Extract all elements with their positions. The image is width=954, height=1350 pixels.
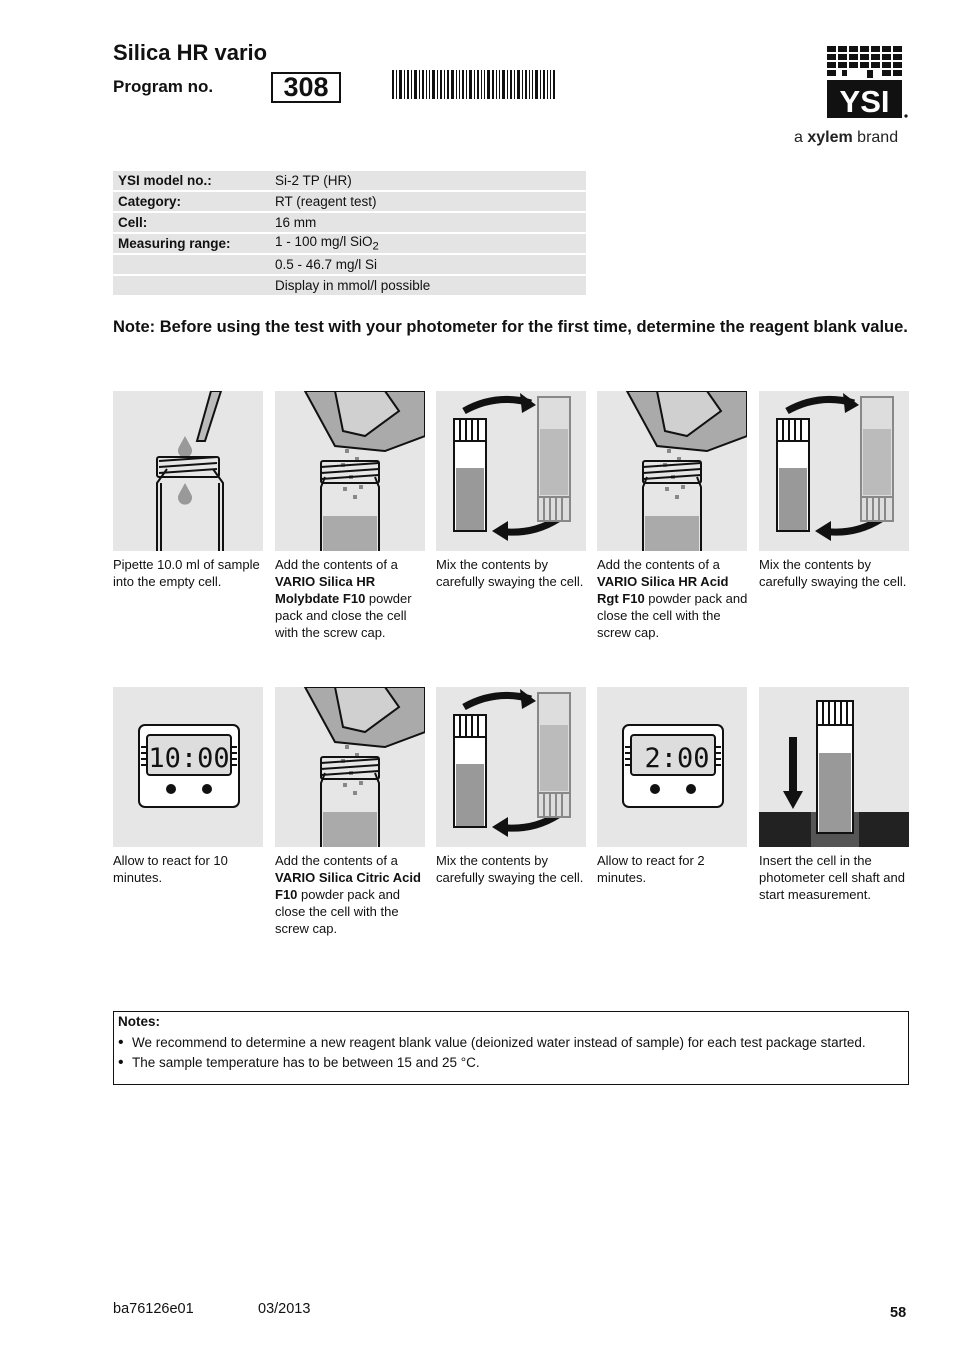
- step-2-add-powder-illustration: [275, 391, 425, 551]
- spec-key: Cell:: [113, 213, 270, 232]
- spec-value: 0.5 - 46.7 mg/l Si: [270, 255, 586, 274]
- spec-value: Si-2 TP (HR): [270, 171, 586, 190]
- step-9-timer-illustration: [597, 687, 747, 847]
- spec-key: YSI model no.:: [113, 171, 270, 190]
- step-9-caption: Allow to react for 2 minutes.: [597, 853, 705, 885]
- page-title: Silica HR vario: [113, 40, 268, 65]
- step-6-timer-illustration: [113, 687, 263, 847]
- barcode: [392, 70, 555, 99]
- program-number: 308: [271, 72, 341, 103]
- table-row: [113, 234, 586, 253]
- ysi-logo-text: YSI: [839, 84, 890, 119]
- step-3-mix-illustration: [436, 391, 586, 551]
- footer-date: 03/2013: [258, 1301, 311, 1317]
- step-7-caption: Add the contents of a VARIO Silica Citric Acid F10 powder pack and close the cell with the screw cap.: [275, 853, 421, 936]
- spec-key: Measuring range:: [113, 234, 270, 253]
- spec-value: Display in mmol/l possible: [270, 276, 586, 295]
- step-4-add-powder-illustration: [597, 391, 747, 551]
- step-3-caption: Mix the contents by carefully swaying the cell.: [436, 557, 584, 589]
- table-row: [113, 255, 586, 274]
- list-item: • The sample temperature has to be between 15 and 25 °C.: [118, 1053, 904, 1073]
- spec-key: Category:: [113, 192, 270, 211]
- table-row: [113, 276, 586, 295]
- timer-display: 10:00: [148, 743, 230, 774]
- notes-box: [113, 1011, 909, 1085]
- step-10-caption: Insert the cell in the photometer cell shaft and start measurement.: [759, 853, 905, 902]
- timer-display: 2:00: [644, 743, 710, 774]
- spec-key: [113, 255, 270, 274]
- table-row: [113, 192, 586, 211]
- spec-key: [113, 276, 270, 295]
- ysi-logo: [827, 46, 909, 122]
- step-5-caption: Mix the contents by carefully swaying the cell.: [759, 557, 907, 589]
- table-row: [113, 213, 586, 232]
- spec-value: 16 mm: [270, 213, 586, 232]
- step-4-caption: Add the contents of a VARIO Silica HR Acid Rgt F10 powder pack and close the cell with the screw cap.: [597, 557, 748, 640]
- step-1-caption: Pipette 10.0 ml of sample into the empty cell.: [113, 557, 260, 589]
- step-6-caption: Allow to react for 10 minutes.: [113, 853, 228, 885]
- program-label: Program no.: [113, 77, 214, 96]
- brand-tagline: a xylem brand: [794, 129, 899, 146]
- step-7-add-powder-illustration: [275, 687, 425, 847]
- step-2-caption: Add the contents of a VARIO Silica HR Molybdate F10 powder pack and close the cell with the screw cap.: [275, 557, 412, 640]
- step-8-caption: Mix the contents by carefully swaying the cell.: [436, 853, 584, 885]
- list-item: • We recommend to determine a new reagent blank value (deionized water instead of sample) for each test package started.: [118, 1033, 904, 1053]
- page-number: 58: [890, 1305, 907, 1321]
- notes-heading: Notes:: [118, 1014, 161, 1029]
- reagent-blank-note: Note: Before using the test with your photometer for the first time, determine the reagent blank value.: [113, 318, 908, 336]
- step-10-insert-cell-illustration: [759, 687, 909, 847]
- step-5-mix-illustration: [759, 391, 909, 551]
- table-row: [113, 171, 586, 190]
- step-1-pipette-illustration: [113, 391, 263, 551]
- step-8-mix-illustration: [436, 687, 586, 847]
- footer-doc-id: ba76126e01: [113, 1301, 194, 1317]
- spec-table: [113, 169, 586, 297]
- spec-value: 1 - 100 mg/l SiO$_2$: [270, 234, 586, 253]
- spec-value: RT (reagent test): [270, 192, 586, 211]
